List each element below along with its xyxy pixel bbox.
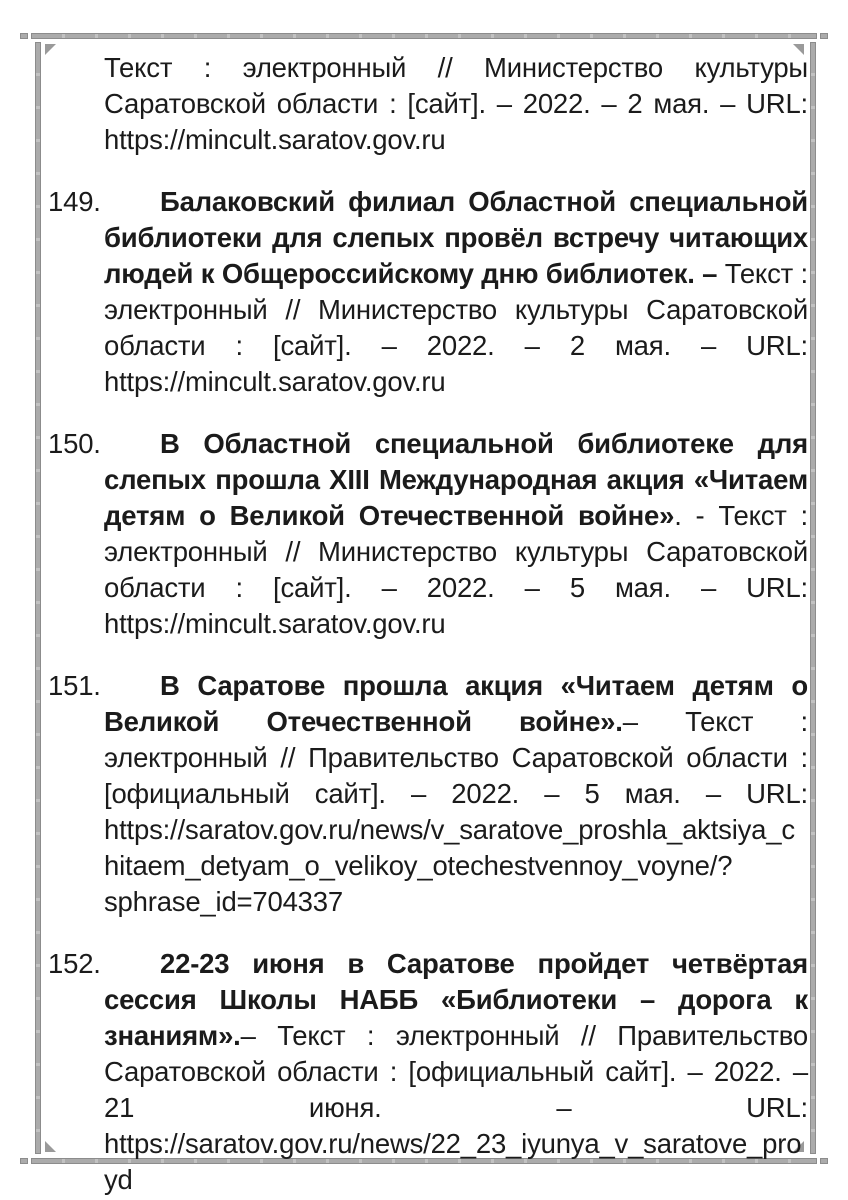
border-bottom-left-stub (20, 1158, 28, 1164)
entry-url: https://saratov.gov.ru/news/22_23_iyunya_v_saratove_proyd (104, 1128, 802, 1195)
border-bottom-right-stub (820, 1158, 828, 1164)
border-top-bar (31, 33, 817, 39)
entry-url: https://mincult.saratov.gov.ru (104, 608, 446, 639)
border-top-right-stub (820, 33, 828, 39)
entry-text-run: . - Текст : электронный // Министерство культуры Саратовской области : [сайт]. – 2022. – 5 мая. – URL: (104, 500, 808, 603)
entry-number: 150. (48, 428, 101, 459)
entry-text-run: Текст : электронный // Министерство культуры Саратовской области : [сайт]. – 2022. – 2 мая. – URL: (104, 52, 808, 119)
border-right-bar (810, 42, 816, 1154)
border-corner-triangle-top-left (45, 44, 56, 55)
entry-text-run: – Текст : электронный // Правительство Саратовской области : [официальный сайт]. – 2022. – 21 июня. – URL: (104, 1020, 808, 1123)
bibliography-entry (48, 946, 808, 1198)
entry-number: 151. (48, 670, 101, 701)
bibliography-entry (48, 426, 808, 642)
entry-number: 149. (48, 186, 101, 217)
entry-text-run: Балаковский филиал Областной специальной библиотеки для слепых провёл встречу читающих людей к Общероссийскому дню библиотек. – (104, 186, 808, 289)
entry-text-run: В Саратове прошла акция «Читаем детям о Великой Отечественной войне». (104, 670, 808, 737)
border-left-bar (35, 42, 41, 1154)
entry-url: https://saratov.gov.ru/news/v_saratove_proshla_aktsiya_chitaem_detyam_o_velikoy_otechestvennoy_voyne/?sphrase_id=704337 (104, 814, 795, 917)
entry-url: https://mincult.saratov.gov.ru (104, 124, 446, 155)
bibliography-entry (48, 184, 808, 400)
bibliography-list (48, 50, 808, 1200)
bibliography-entry-continuation (104, 50, 808, 158)
border-corner-triangle-bottom-left (45, 1141, 56, 1152)
entry-url: https://mincult.saratov.gov.ru (104, 366, 446, 397)
entry-number: 152. (48, 948, 101, 979)
border-top-left-stub (20, 33, 28, 39)
bibliography-entry (48, 668, 808, 920)
entry-text-run: Текст : электронный // Министерство культуры Саратовской области : [сайт]. – 2022. – 2 мая. – URL: (104, 258, 808, 361)
entry-text-run: 22-23 июня в Саратове пройдет четвёртая сессия Школы НАББ «Библиотеки – дорога к знаниям». (104, 948, 808, 1051)
entry-text-run: В Областной специальной библиотеке для слепых прошла XIII Международная акция «Читаем детям о Великой Отечественной войне» (104, 428, 808, 531)
entry-text-run: – Текст : электронный // Правительство Саратовской области : [официальный сайт]. – 2022. – 5 мая. – URL: (104, 706, 808, 809)
